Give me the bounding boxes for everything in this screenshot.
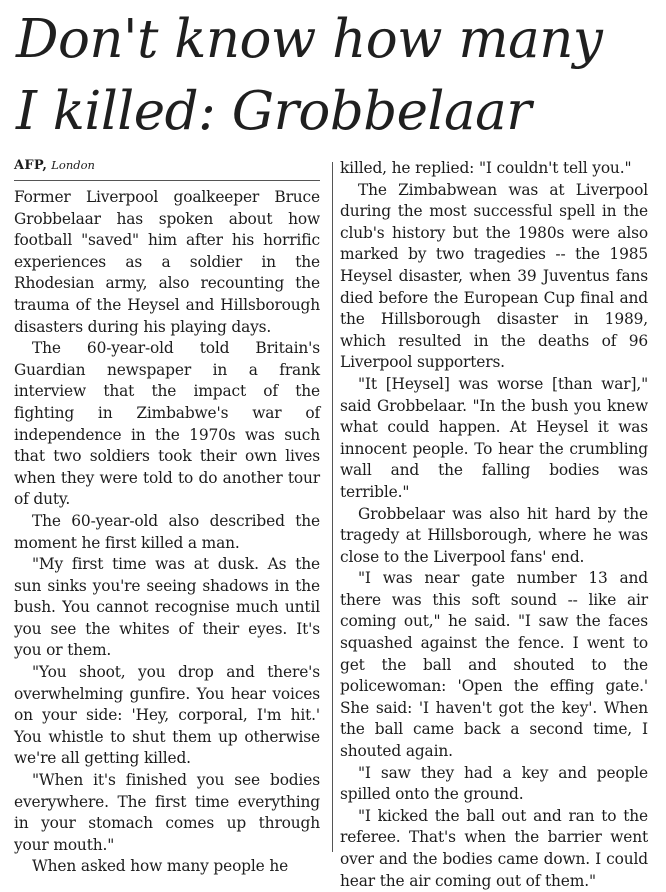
paragraph: "You shoot, you drop and there's overwhelming gunfire. You hear voices on your side: 'Hey, corporal, I'm hit.' You whistle to shut them up otherwise we're all getting killed. — [14, 663, 320, 768]
paragraph: "I saw they had a key and people spilled onto the ground. — [340, 763, 648, 804]
paragraph: "I kicked the ball out and ran to the referee. That's when the barrier went over and the bodies came down. I could hear the air coming out of them." — [340, 806, 648, 890]
paragraph: Former Liverpool goalkeeper Bruce Grobbelaar has spoken about how football "saved" him after his horrific experiences as a soldier in the Rhodesian army, also recounting the trauma of the Heysel and Hillsborough disasters during his playing days. — [14, 188, 320, 336]
paragraph: "I was near gate number 13 and there was this soft sound -- like air coming out," he said. "I saw the faces squashed against the fence. I went to get the ball and shouted to the policewoman: 'Open the effing gate.' She said: 'I haven't got the key'. When the ball came back a second time, I shouted again. — [340, 569, 648, 761]
column-divider — [332, 162, 333, 852]
byline — [14, 156, 320, 181]
byline-source: AFP, — [14, 158, 48, 173]
paragraph: "When it's finished you see bodies everywhere. The first time everything in your stomach comes up through your mouth." — [14, 771, 320, 854]
right-column — [340, 158, 648, 892]
headline — [16, 4, 656, 148]
paragraph: When asked how many people he — [32, 857, 289, 876]
paragraph: The Zimbabwean was at Liverpool during the most successful spell in the club's history but the 1980s were also marked by two tragedies -- the 1985 Heysel disaster, when 39 Juventus fans died before the European Cup final and the Hillsborough disaster in 1989, which resulted in the deaths of 96 Liverpool supporters. — [340, 180, 648, 372]
paragraph: "My first time was at dusk. As the sun sinks you're seeing shadows in the bush. You cannot recognise much until you see the whites of their eyes. It's you or them. — [14, 555, 320, 660]
paragraph: The 60-year-old told Britain's Guardian newspaper in a frank interview that the impact of the fighting in Zimbabwe's war of independence in the 1970s was such that two soldiers took their own lives when they were told to do another tour of duty. — [14, 339, 320, 509]
paragraph: The 60-year-old also described the moment he first killed a man. — [14, 511, 320, 552]
paragraph: "It [Heysel] was worse [than war]," said Grobbelaar. "In the bush you knew what could happen. At Heysel it was innocent people. To hear the crumbling wall and the falling bodies was terrible." — [340, 374, 648, 501]
paragraph: killed, he replied: "I couldn't tell you." — [340, 159, 632, 177]
paragraph: Grobbelaar was also hit hard by the tragedy at Hillsborough, where he was close to the Liverpool fans' end. — [340, 504, 648, 566]
left-column — [14, 156, 320, 878]
byline-location: London — [51, 158, 95, 172]
headline-line-2: I killed: Grobbelaar — [16, 81, 532, 142]
headline-line-1: Don't know how many — [16, 9, 603, 70]
